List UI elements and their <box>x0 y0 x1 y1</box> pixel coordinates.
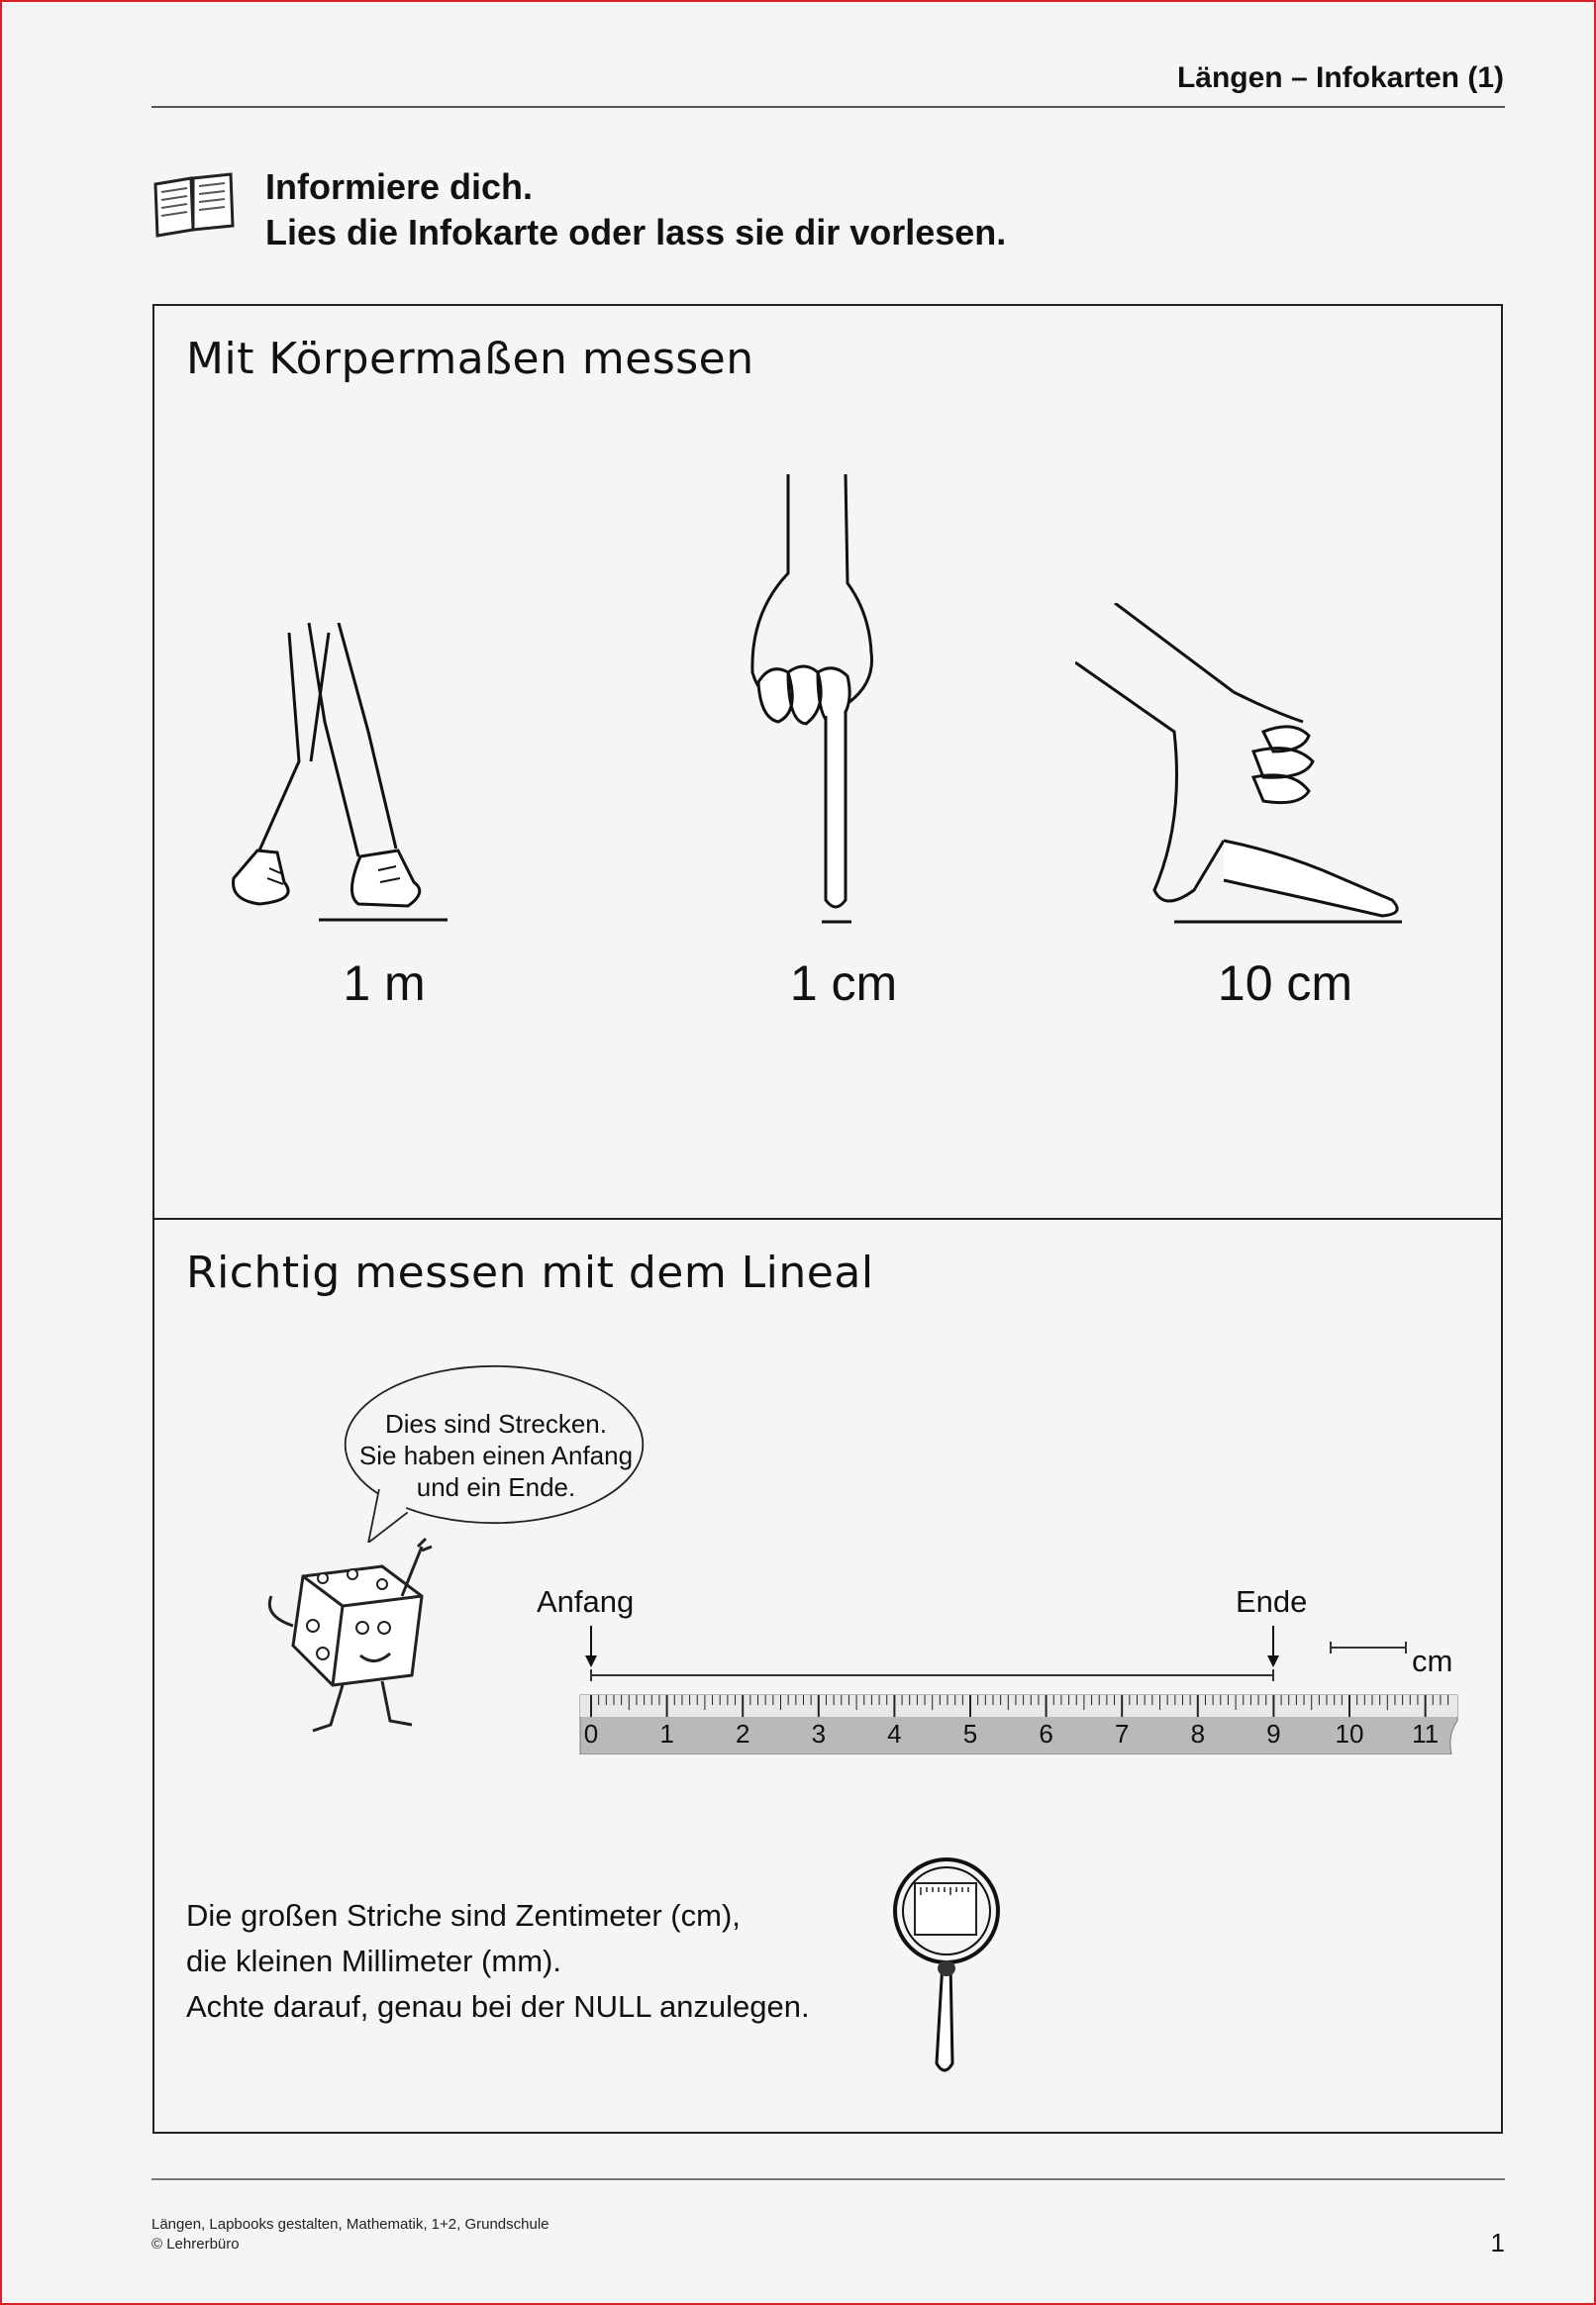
explanation-line-3: Achte darauf, genau bei der NULL anzulegen. <box>186 1989 810 2024</box>
page-header-title: Längen – Infokarten (1) <box>1176 61 1504 94</box>
speech-line-1: Dies sind Strecken. <box>385 1409 607 1439</box>
end-arrow-icon <box>1267 1655 1279 1667</box>
page-number: 1 <box>1490 2228 1505 2257</box>
ruler-unit-label: cm <box>1412 1644 1453 1678</box>
measure-label-1cm: 1 cm <box>789 955 898 1011</box>
footer-line-2: © Lehrerbüro <box>151 2236 240 2253</box>
hand-span-icon <box>1075 603 1451 930</box>
intro-instructions <box>265 164 1006 255</box>
card-title-ruler: Richtig messen mit dem Lineal <box>186 1248 874 1298</box>
book-icon <box>151 170 236 238</box>
measure-label-1m: 1 m <box>343 955 426 1011</box>
ruler-tick-label: 11 <box>1412 1719 1440 1749</box>
ruler-tick-label: 4 <box>887 1719 902 1749</box>
ruler-tick-label: 8 <box>1190 1719 1206 1749</box>
ruler <box>154 1616 1501 1754</box>
ruler-tick-label: 3 <box>811 1719 827 1749</box>
ruler-tick-label: 7 <box>1114 1719 1130 1749</box>
explanation-line-2: die kleinen Millimeter (mm). <box>186 1944 561 1978</box>
ruler-tick-label: 2 <box>735 1719 750 1749</box>
measure-label-10cm: 10 cm <box>1217 955 1353 1011</box>
start-arrow-icon <box>585 1655 597 1667</box>
intro-line-2: Lies die Infokarte oder lass sie dir vorlesen. <box>265 212 1007 252</box>
footer-line-1: Längen, Lapbooks gestalten, Mathematik, 1+2, Grundschule <box>151 2216 549 2233</box>
ruler-tick-label: 10 <box>1335 1719 1364 1749</box>
ruler-end-label: Ende <box>1236 1584 1308 1619</box>
magnifier-icon <box>887 1854 1006 2081</box>
ruler-tick-label: 0 <box>583 1719 599 1749</box>
ruler-explanation <box>186 1893 810 2030</box>
step-legs-icon <box>230 623 448 930</box>
card-title-body-measures: Mit Körpermaßen messen <box>186 334 754 384</box>
speech-text <box>333 1408 659 1503</box>
footer-credits <box>151 2215 549 2255</box>
ruler-tick-label: 6 <box>1039 1719 1053 1749</box>
ruler-tick-label: 5 <box>962 1719 978 1749</box>
ruler-start-label: Anfang <box>537 1584 635 1619</box>
speech-line-2: Sie haben einen Anfang <box>358 1441 634 1470</box>
speech-line-3: und ein Ende. <box>416 1472 576 1502</box>
finger-width-icon <box>731 474 929 930</box>
explanation-line-1: Die großen Striche sind Zentimeter (cm), <box>186 1898 741 1933</box>
intro-line-1: Informiere dich. <box>265 166 534 207</box>
footer-divider <box>151 2178 1505 2180</box>
card-body-measures <box>152 304 1503 1220</box>
card-ruler-measuring <box>152 1218 1503 2134</box>
ruler-tick-label: 9 <box>1266 1719 1281 1749</box>
ruler-tick-label: 1 <box>659 1719 674 1749</box>
header-divider <box>151 106 1505 108</box>
